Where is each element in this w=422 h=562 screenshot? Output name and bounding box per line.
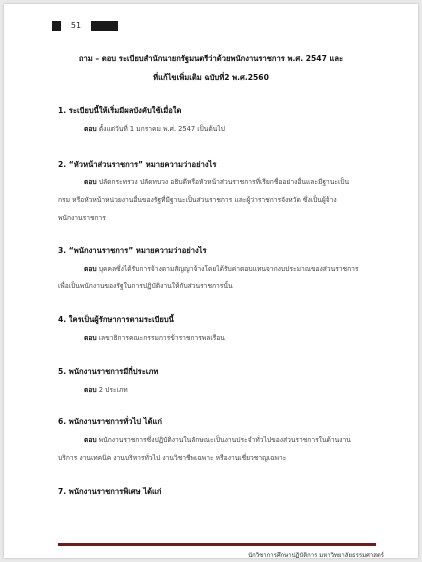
answer-text: พนักงานราชการซึ่งปฏิบัติงานในลักษณะเป็นงานประจำทั่วไปของส่วนราชการในด้านงาน bbox=[98, 436, 351, 444]
answer-2-line-2: กรม หรือหัวหน้าหน่วยงานอื่นของรัฐที่มีฐานะเป็นส่วนราชการ และผู้ว่าราชการจังหวัด ซึ่งเป็นผู้จ้าง bbox=[58, 196, 337, 204]
footer-divider bbox=[58, 543, 376, 546]
question-7: 7. พนักงานราชการพิเศษ ได้แก่ bbox=[58, 487, 162, 496]
answer-label: ตอบ bbox=[84, 436, 97, 444]
document-title-line-1: ถาม – ตอบ ระเบียบสำนักนายกรัฐมนตรีว่าด้วยพนักงานราชการ พ.ศ. 2547 และ bbox=[78, 54, 344, 63]
answer-text: ตั้งแต่วันที่ 1 มกราคม พ.ศ. 2547 เป็นต้นไป bbox=[98, 125, 225, 133]
answer-6-line-2: บริการ งานเทคนิค งานบริหารทั่วไป งานวิชาชีพเฉพาะ หรืองานเชี่ยวชาญเฉพาะ bbox=[58, 454, 287, 462]
answer-3-line-2: เพื่อเป็นพนักงานของรัฐในการปฏิบัติงานให้กับส่วนราชการนั้น bbox=[58, 282, 233, 290]
answer-label: ตอบ bbox=[84, 265, 97, 273]
answer-label: ตอบ bbox=[84, 386, 97, 394]
answer-label: ตอบ bbox=[84, 334, 97, 342]
question-5: 5. พนักงานราชการมีกี่ประเภท bbox=[58, 367, 159, 376]
answer-6-line-1 bbox=[84, 434, 404, 445]
question-2: 2. “หัวหน้าส่วนราชการ” หมายความว่าอย่างไร bbox=[58, 160, 217, 169]
answer-2-line-1 bbox=[84, 176, 404, 187]
answer-5-line-1 bbox=[84, 384, 404, 395]
question-6: 6. พนักงานราชการทั่วไป ได้แก่ bbox=[58, 417, 163, 426]
answer-text: บุคคลซึ่งได้รับการจ้างตามสัญญาจ้างโดยได้รับค่าตอบแทนจากงบประมาณของส่วนราชการ bbox=[98, 265, 359, 273]
answer-2-line-3: พนักงานราชการ bbox=[58, 214, 106, 222]
answer-label: ตอบ bbox=[84, 125, 97, 133]
footer-text: นักวิชาการศึกษาปฏิบัติการ มหาวิทยาลัยธรรมศาสตร์ bbox=[248, 552, 384, 559]
answer-text: เลขาธิการคณะกรรมการข้าราชการพลเรือน bbox=[98, 334, 225, 342]
answer-text: ปลัดกระทรวง ปลัดทบวง อธิบดีหรือหัวหน้าส่วนราชการที่เรียกชื่ออย่างอื่นและมีฐานะเป็น bbox=[98, 178, 350, 186]
answer-3-line-1 bbox=[84, 263, 404, 274]
question-4: 4. ใครเป็นผู้รักษาการตามระเบียบนี้ bbox=[58, 315, 174, 324]
page-number: 51 bbox=[61, 20, 91, 32]
answer-label: ตอบ bbox=[84, 178, 97, 186]
document-page bbox=[4, 4, 418, 558]
answer-4-line-1 bbox=[84, 332, 404, 343]
answer-text: 2 ประเภท bbox=[98, 386, 128, 394]
document-title-line-2: ที่แก้ไขเพิ่มเติม ฉบับที่2 พ.ศ.2560 bbox=[153, 73, 269, 82]
question-3: 3. “พนักงานราชการ” หมายความว่าอย่างไร bbox=[58, 246, 207, 255]
question-1: 1. ระเบียบนี้ให้เริ่มมีผลบังคับใช้เมื่อใด bbox=[58, 106, 182, 115]
answer-1-line-1 bbox=[84, 123, 404, 134]
